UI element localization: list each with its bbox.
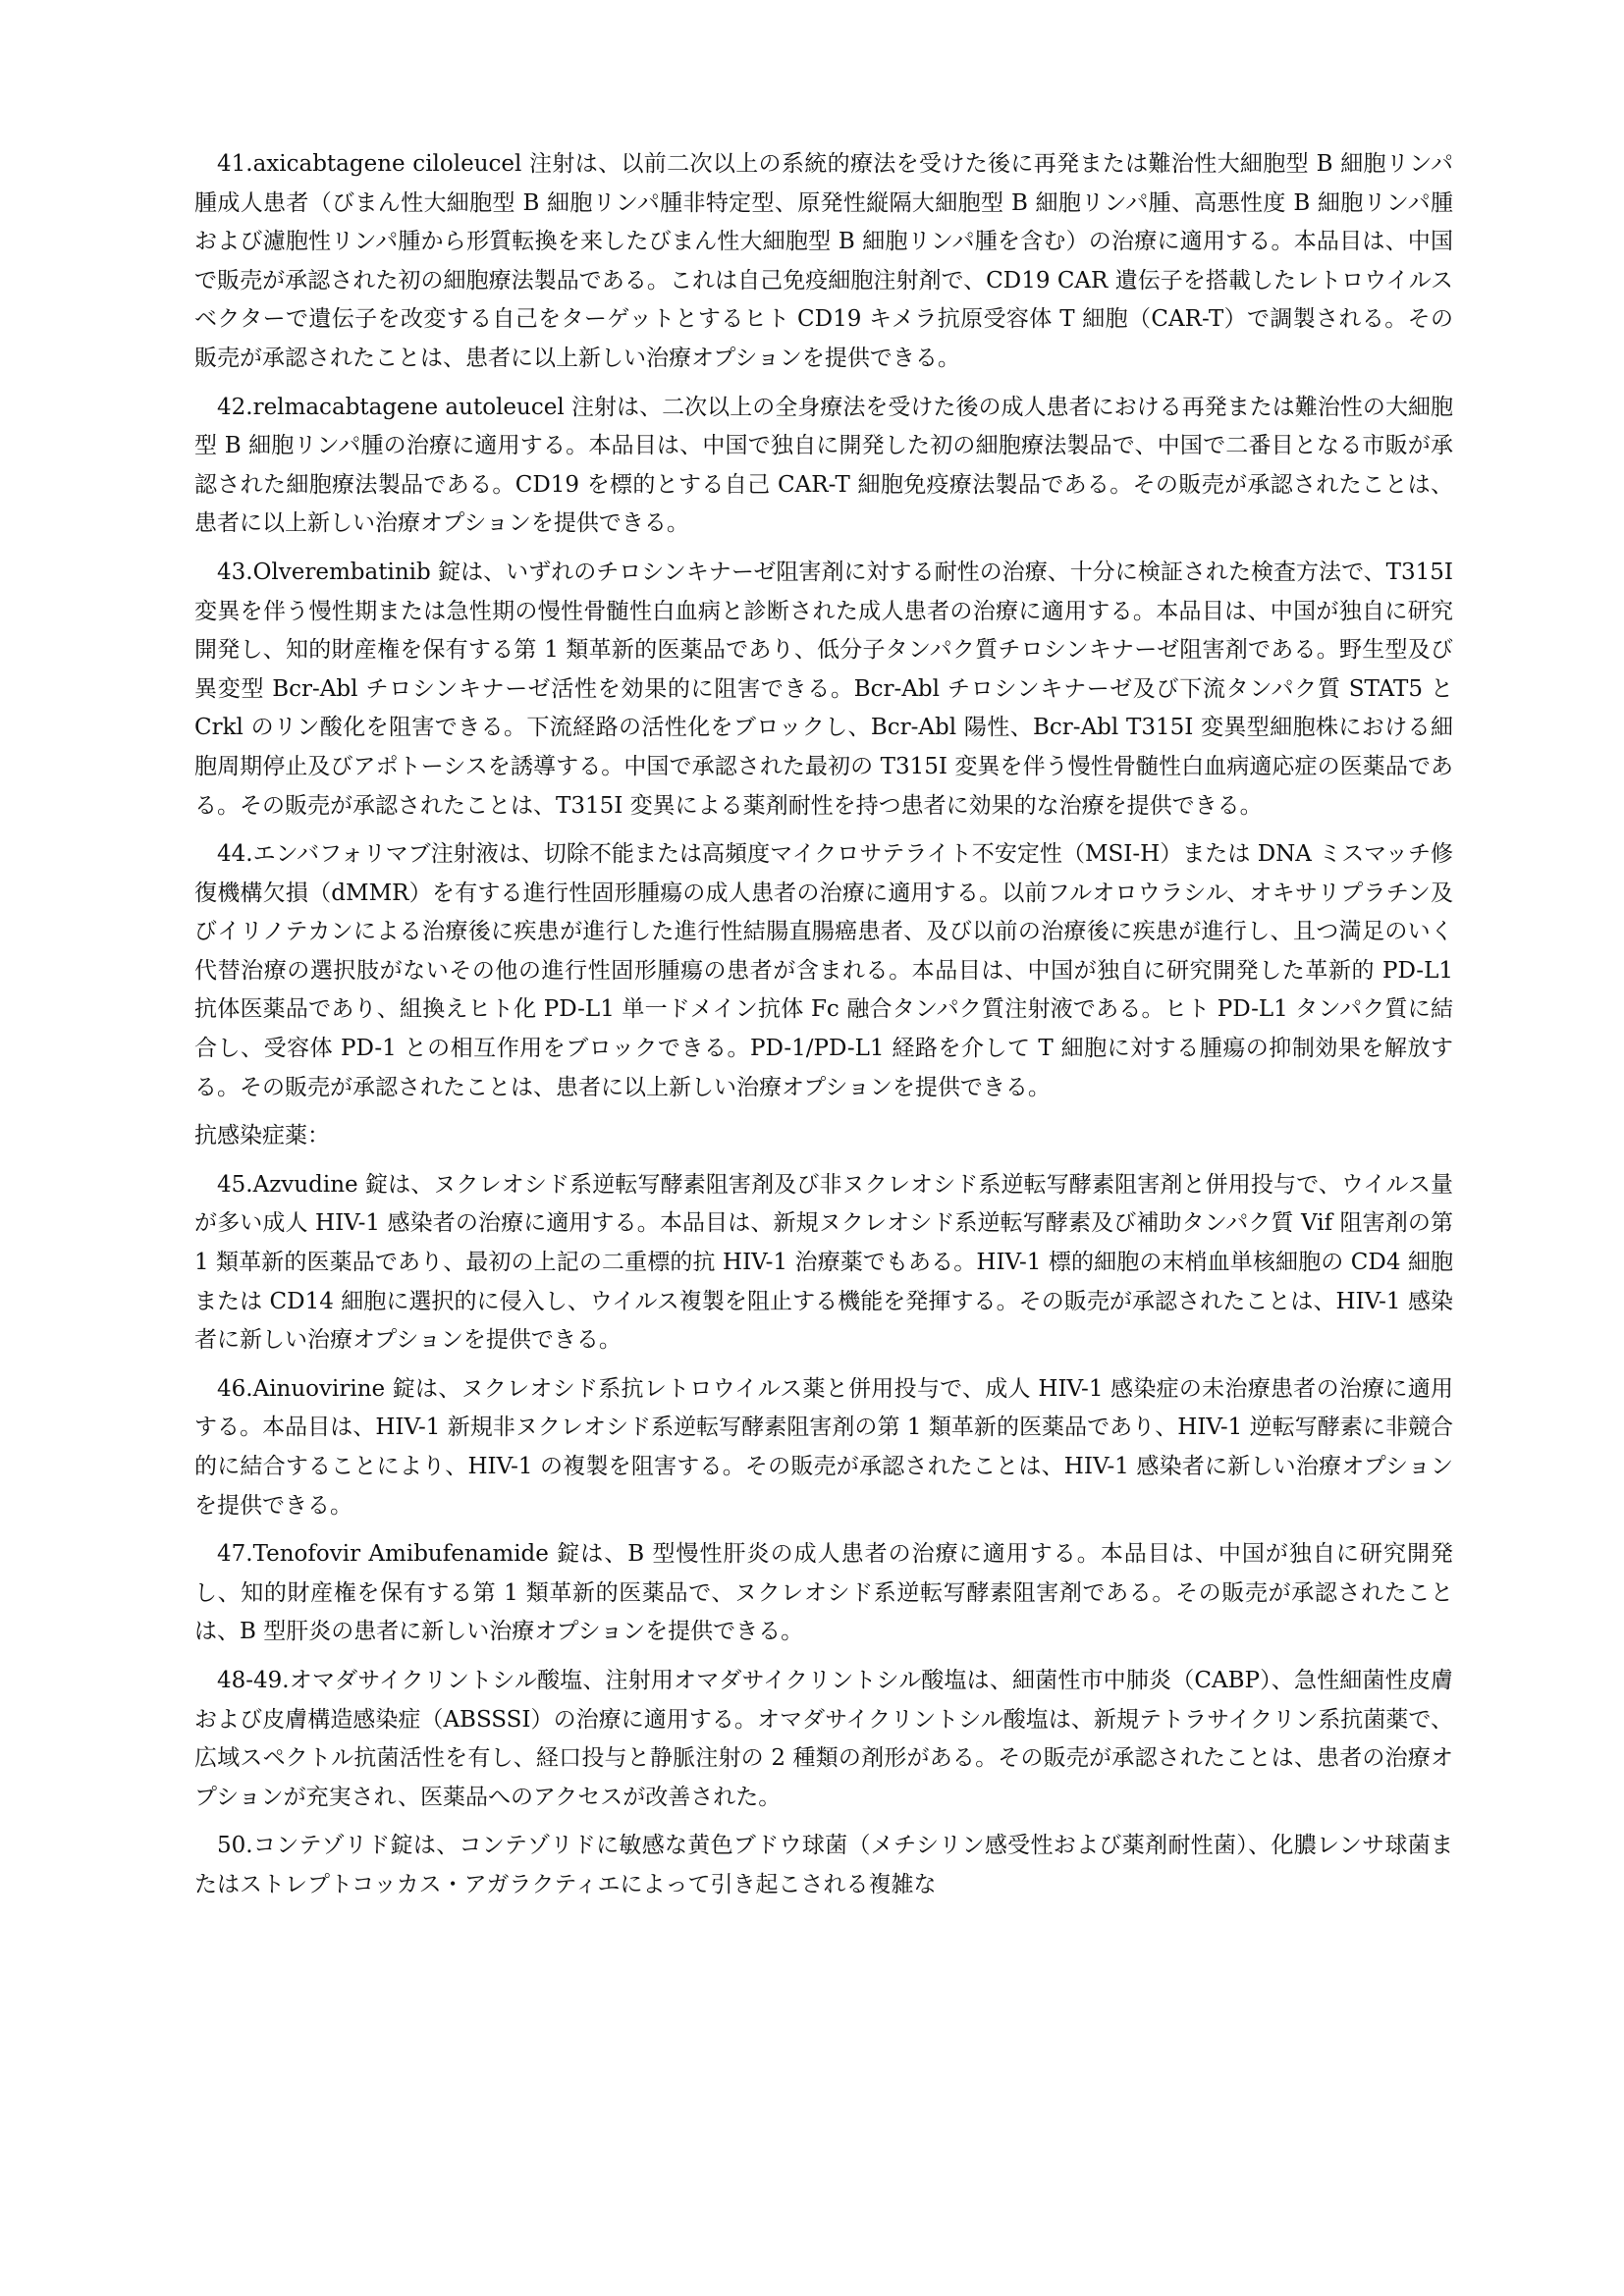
paragraph-42: 42.relmacabtagene autoleucel 注射は、二次以上の全身療法を受けた後の成人患者における再発または難治性の大細胞型 B 細胞リンパ腫の治療に適用する。本品目は、中国で独自に開発した初の細胞療法製品で、中国で二番目となる市販が承認された細胞療法製品である。CD19 を標的とする自己 CAR-T 細胞免疫療法製品である。その販売が承認されたことは、患者に以上新しい治療オプションを提供できる。 [194, 394, 1453, 537]
paragraph-41: 41.axicabtagene ciloleucel 注射は、以前二次以上の系統的療法を受けた後に再発または難治性大細胞型 B 細胞リンパ腫成人患者（びまん性大細胞型 B 細胞リンパ腫非特定型、原発性縦隔大細胞型 B 細胞リンパ腫、高悪性度 B 細胞リンパ腫および濾胞性リンパ腫から形質転換を来したびまん性大細胞型 B 細胞リンパ腫を含む）の治療に適用する。本品目は、中国で販売が承認された初の細胞療法製品である。これは自己免疫細胞注射剤で、CD19 CAR 遺伝子を搭載したレトロウイルスベクターで遺伝子を改変する自己をターゲットとするヒト CD19 キメラ抗原受容体 T 細胞（CAR-T）で調製される。その販売が承認されたことは、患者に以上新しい治療オプションを提供できる。 [194, 151, 1453, 371]
document-page [194, 145, 1453, 1915]
paragraph-46: 46.Ainuovirine 錠は、ヌクレオシド系抗レトロウイルス薬と併用投与で、成人 HIV-1 感染症の未治療患者の治療に適用する。本品目は、HIV-1 新規非ヌクレオシド系逆転写酵素阻害剤の第 1 類革新的医薬品であり、HIV-1 逆転写酵素に非競合的に結合することにより、HIV-1 の複製を阻害する。その販売が承認されたことは、HIV-1 感染者に新しい治療オプションを提供できる。 [194, 1375, 1453, 1519]
paragraph-43: 43.Olverembatinib 錠は、いずれのチロシンキナーゼ阻害剤に対する耐性の治療、十分に検証された検査方法で、T315I 変異を伴う慢性期または急性期の慢性骨髄性白血病と診断された成人患者の治療に適用する。本品目は、中国が独自に研究開発し、知的財産権を保有する第 1 類革新的医薬品であり、低分子タンパク質チロシンキナーゼ阻害剤である。野生型及び異変型 Bcr-Abl チロシンキナーゼ活性を効果的に阻害できる。Bcr-Abl チロシンキナーゼ及び下流タンパク質 STAT5 と Crkl のリン酸化を阻害できる。下流経路の活性化をブロックし、Bcr-Abl 陽性、Bcr-Abl T315I 変異型細胞株における細胞周期停止及びアポトーシスを誘導する。中国で承認された最初の T315I 変異を伴う慢性骨髄性白血病適応症の医薬品である。その販売が承認されたことは、T315I 変異による薬剤耐性を持つ患者に効果的な治療を提供できる。 [194, 559, 1454, 819]
section-heading-anti-infectives: 抗感染症薬： [194, 1123, 330, 1149]
paragraph-47: 47.Tenofovir Amibufenamide 錠は、B 型慢性肝炎の成人患者の治療に適用する。本品目は、中国が独自に研究開発し、知的財産権を保有する第 1 類革新的医薬品で、ヌクレオシド系逆転写酵素阻害剤である。その販売が承認されたことは、B 型肝炎の患者に新しい治療オプションを提供できる。 [194, 1541, 1453, 1645]
paragraph-48-49: 48-49.オマダサイクリントシル酸塩、注射用オマダサイクリントシル酸塩は、細菌性市中肺炎（CABP）、急性細菌性皮膚および皮膚構造感染症（ABSSSI）の治療に適用する。オマダサイクリントシル酸塩は、新規テトラサイクリン系抗菌薬で、広域スペクトル抗菌活性を有し、経口投与と静脈注射の 2 種類の剤形がある。その販売が承認されたことは、患者の治療オプションが充実され、医薬品へのアクセスが改善された。 [194, 1667, 1453, 1810]
paragraph-44: 44.エンバフォリマブ注射液は、切除不能または高頻度マイクロサテライト不安定性（MSI-H）または DNA ミスマッチ修復機構欠損（dMMR）を有する進行性固形腫瘍の成人患者の治療に適用する。以前フルオロウラシル、オキサリプラチン及びイリノテカンによる治療後に疾患が進行した進行性結腸直腸癌患者、及び以前の治療後に疾患が進行し、且つ満足のいく代替治療の選択肢がないその他の進行性固形腫瘍の患者が含まれる。本品目は、中国が独自に研究開発した革新的 PD-L1 抗体医薬品であり、組換えヒト化 PD-L1 単一ドメイン抗体 Fc 融合タンパク質注射液である。ヒト PD-L1 タンパク質に結合し、受容体 PD-1 との相互作用をブロックできる。PD-1/PD-L1 経路を介して T 細胞に対する腫瘍の抑制効果を解放する。その販売が承認されたことは、患者に以上新しい治療オプションを提供できる。 [194, 841, 1453, 1100]
paragraph-45: 45.Azvudine 錠は、ヌクレオシド系逆転写酵素阻害剤及び非ヌクレオシド系逆転写酵素阻害剤と併用投与で、ウイルス量が多い成人 HIV-1 感染者の治療に適用する。本品目は、新規ヌクレオシド系逆転写酵素及び補助タンパク質 Vif 阻害剤の第 1 類革新的医薬品であり、最初の上記の二重標的抗 HIV-1 治療薬でもある。HIV-1 標的細胞の末梢血単核細胞の CD4 細胞または CD14 細胞に選択的に侵入し、ウイルス複製を阻止する機能を発揮する。その販売が承認されたことは、HIV-1 感染者に新しい治療オプションを提供できる。 [194, 1171, 1453, 1354]
paragraph-50: 50.コンテゾリド錠は、コンテゾリドに敏感な黄色ブドウ球菌（メチシリン感受性および薬剤耐性菌）、化膿レンサ球菌またはストレプトコッカス・アガラクティエによって引き起こされる複雑な [194, 1833, 1453, 1897]
